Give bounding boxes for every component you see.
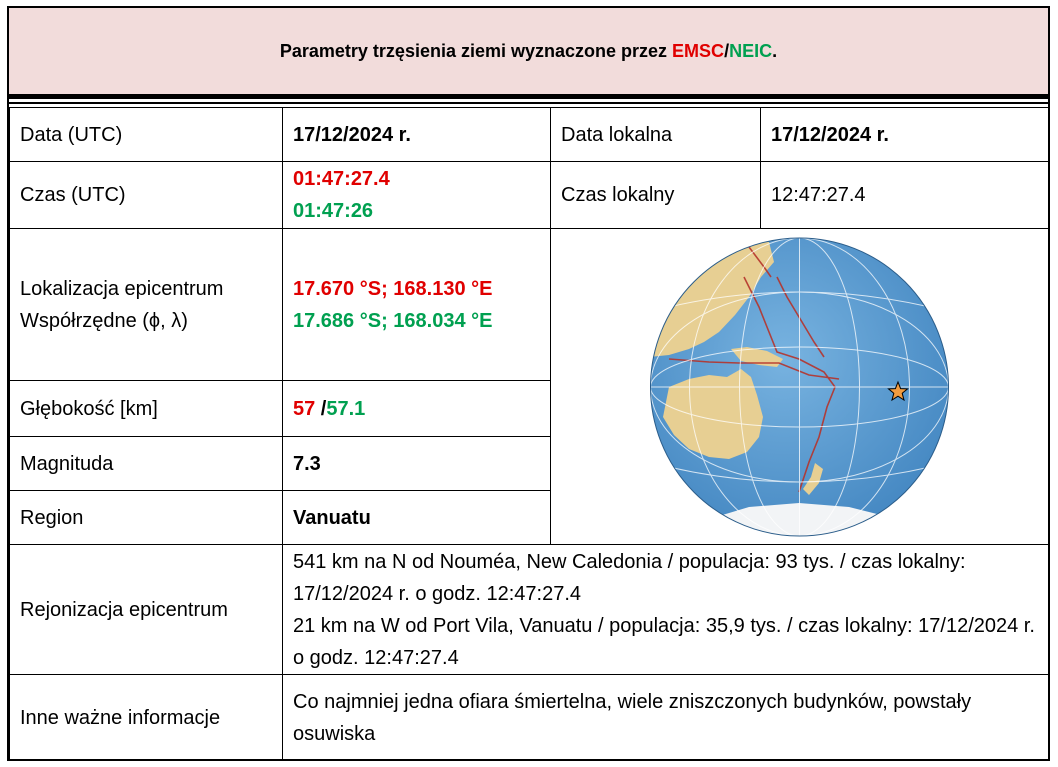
globe-map-cell xyxy=(551,229,1049,545)
depth-label: Głębokość [km] xyxy=(10,381,283,437)
magnitude-label: Magnituda xyxy=(10,437,283,491)
title-emsc: EMSC xyxy=(672,40,725,61)
globe-map-svg xyxy=(649,237,950,537)
location-label-line-2: Współrzędne (ϕ, λ) xyxy=(20,309,188,332)
header-divider-thin xyxy=(9,102,1048,104)
date-value: 17/12/2024 r. xyxy=(283,108,551,162)
title-suffix: . xyxy=(772,40,778,61)
table-row-time xyxy=(10,162,1049,229)
table-row-date xyxy=(10,108,1049,162)
table-row-regionalization xyxy=(10,545,1049,675)
region-label: Region xyxy=(10,491,283,545)
region-value: Vanuatu xyxy=(283,491,551,545)
globe-map-icon xyxy=(649,237,950,537)
location-neic: 17.686 °S; 168.034 °E xyxy=(293,309,493,332)
depth-emsc: 57 xyxy=(293,397,316,420)
magnitude-value: 7.3 xyxy=(283,437,551,491)
location-values xyxy=(283,229,551,381)
other-label: Inne ważne informacje xyxy=(10,675,283,761)
table-row-other xyxy=(10,675,1049,761)
depth-values xyxy=(283,381,551,437)
title-slash: / xyxy=(724,40,730,61)
local-date-label: Data lokalna xyxy=(551,108,761,162)
regionalization-label: Rejonizacja epicentrum xyxy=(10,545,283,675)
other-value: Co najmniej jedna ofiara śmiertelna, wiele zniszczonych budynków, powstały osuwiska xyxy=(283,675,1049,761)
header-banner xyxy=(9,8,1048,94)
table-row-location xyxy=(10,229,1049,381)
header-title xyxy=(280,41,777,62)
title-prefix: Parametry trzęsienia ziemi wyznaczone przez xyxy=(279,40,673,61)
depth-neic: 57.1 xyxy=(326,397,366,420)
time-label: Czas (UTC) xyxy=(10,162,283,229)
local-time-value: 12:47:27.4 xyxy=(761,162,1049,229)
local-date-value: 17/12/2024 r. xyxy=(761,108,1049,162)
location-label-line-1: Lokalizacja epicentrum xyxy=(20,277,224,300)
date-label: Data (UTC) xyxy=(10,108,283,162)
location-label xyxy=(10,229,283,381)
header-divider-thick xyxy=(9,94,1048,99)
earthquake-info-card xyxy=(7,6,1050,761)
time-emsc: 01:47:27.4 xyxy=(293,168,390,190)
time-values xyxy=(283,162,551,229)
title-neic: NEIC xyxy=(729,40,773,61)
regionalization-values xyxy=(283,545,1049,675)
parameters-table xyxy=(9,107,1049,761)
regionalization-line-1: 541 km na N od Nouméa, New Caledonia / populacja: 93 tys. / czas lokalny: 17/12/2024 r. o godz. 12:47:27.4 xyxy=(293,550,966,605)
time-neic: 01:47:26 xyxy=(293,200,374,222)
regionalization-line-2: 21 km na W od Port Vila, Vanuatu / populacja: 35,9 tys. / czas lokalny: 17/12/2024 r. o godz. 12:47:27.4 xyxy=(293,614,1035,669)
local-time-label: Czas lokalny xyxy=(551,162,761,229)
location-emsc: 17.670 °S; 168.130 °E xyxy=(293,277,493,300)
depth-separator: / xyxy=(315,397,327,420)
